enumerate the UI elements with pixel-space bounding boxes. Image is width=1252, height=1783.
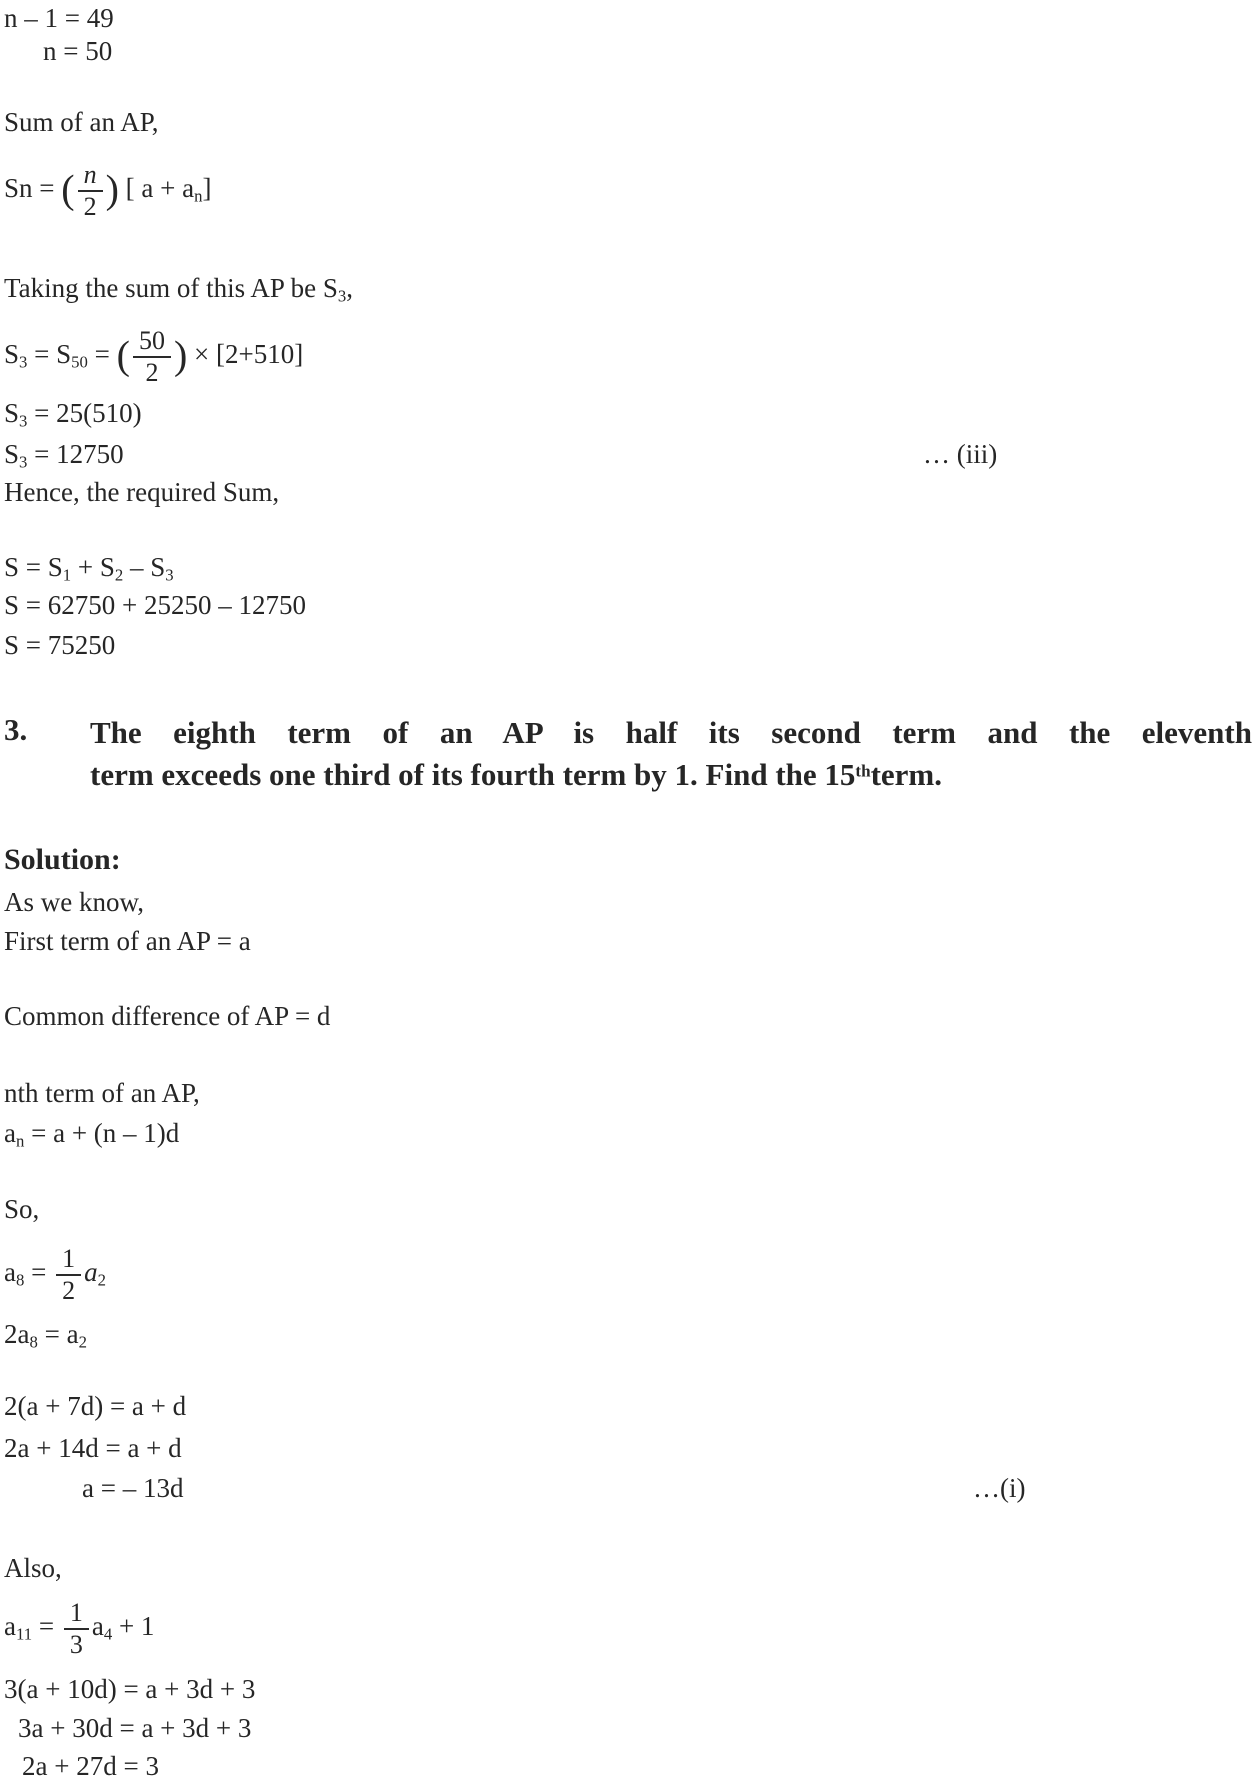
text-line xyxy=(4,106,1252,139)
text-segment: 2a + 14d = a + d xyxy=(4,1433,182,1463)
text-segment: Solution: xyxy=(4,843,121,876)
text-line xyxy=(4,1390,1252,1423)
subscript: 3 xyxy=(19,352,28,372)
text-segment: term exceeds one third of its fourth term by 1. Find the 15 xyxy=(90,757,856,792)
text-segment: 3(a + 10d) = a + 3d + 3 xyxy=(4,1674,256,1704)
fraction-denominator: 3 xyxy=(69,1629,83,1659)
text-segment: 2a + 27d = 3 xyxy=(22,1751,159,1781)
text-segment: = 25(510) xyxy=(27,398,142,428)
parenthesis: ) xyxy=(105,166,119,212)
text-segment: Also, xyxy=(4,1553,62,1583)
text-segment: = xyxy=(24,1257,54,1287)
text-segment: × [2+510] xyxy=(187,339,304,369)
text-segment: 3a + 30d = a + 3d + 3 xyxy=(18,1713,252,1743)
subscript: n xyxy=(15,1131,25,1151)
text-line xyxy=(4,1193,1252,1226)
text-line xyxy=(4,925,1252,958)
text-line xyxy=(4,1750,1252,1783)
text-segment: a xyxy=(4,1611,16,1641)
text-segment: 2(a + 7d) = a + d xyxy=(4,1391,187,1421)
text-segment: S = 75250 xyxy=(4,630,116,660)
fraction xyxy=(78,160,103,222)
subscript: n xyxy=(194,186,203,206)
question-line xyxy=(90,754,1252,796)
fraction-denominator: 2 xyxy=(145,357,159,387)
text-segment: S xyxy=(4,439,20,469)
text-segment: Sum of an AP, xyxy=(4,107,159,137)
question-block xyxy=(4,712,1252,796)
text-segment: = a xyxy=(37,1319,79,1349)
text-line xyxy=(4,1552,1252,1585)
question-line xyxy=(90,712,1252,754)
text-line xyxy=(4,1318,1252,1351)
text-segment: n – 1 = 49 xyxy=(4,3,114,33)
subscript: 8 xyxy=(15,1270,25,1290)
equation-line xyxy=(4,315,1252,393)
fraction xyxy=(56,1244,81,1306)
parenthesis: ) xyxy=(173,332,188,378)
text-line xyxy=(4,1077,1252,1110)
text-segment: a xyxy=(91,1611,104,1641)
text-segment: First term of an AP = a xyxy=(4,926,251,956)
text-line xyxy=(4,1000,1252,1033)
text-line xyxy=(4,1673,1252,1706)
text-segment: – S xyxy=(123,552,166,582)
question-number: 3. xyxy=(4,712,28,747)
text-segment: The eighth term of an AP is half its second term and the eleventh xyxy=(90,715,1252,750)
text-line xyxy=(4,35,1252,68)
superscript: th xyxy=(855,761,871,781)
text-segment: = S xyxy=(27,339,72,369)
subscript: 1 xyxy=(62,565,72,585)
text-segment: = xyxy=(87,339,117,369)
text-segment: , xyxy=(346,273,353,303)
parenthesis: ( xyxy=(61,166,75,212)
text-segment: S = S xyxy=(4,552,63,582)
text-segment: S xyxy=(4,339,20,369)
subscript: 4 xyxy=(103,1624,113,1644)
text-segment: a = – 13d xyxy=(82,1473,184,1503)
fraction-numerator: 1 xyxy=(62,1243,76,1273)
fraction xyxy=(64,1598,89,1660)
text-segment: a xyxy=(4,1118,16,1148)
text-segment: [ a + a xyxy=(118,173,195,203)
equation-line xyxy=(4,1587,1252,1665)
subscript: 3 xyxy=(337,286,347,306)
equation-ref: …(i) xyxy=(973,1473,1026,1503)
text-line xyxy=(4,1432,1252,1465)
text-line xyxy=(4,2,1252,35)
text-segment: Sn = xyxy=(4,173,62,203)
text-segment: = xyxy=(32,1611,61,1641)
text-segment: Hence, the required Sum, xyxy=(4,477,280,507)
text-line xyxy=(4,1117,1252,1150)
equation-line xyxy=(4,1233,1252,1311)
text-line xyxy=(4,1712,1252,1745)
text-segment: n = 50 xyxy=(43,36,113,66)
text-segment: a xyxy=(84,1257,98,1287)
fraction-numerator: 50 xyxy=(138,325,165,355)
subscript: 2 xyxy=(97,1270,106,1290)
text-segment: ] xyxy=(202,173,212,203)
text-line xyxy=(4,589,1252,622)
text-segment: a xyxy=(4,1257,16,1287)
text-segment: As we know, xyxy=(4,887,144,917)
text-line xyxy=(4,886,1252,919)
text-segment: nth term of an AP, xyxy=(4,1078,200,1108)
text-segment: = a + (n – 1)d xyxy=(24,1118,180,1148)
text-segment: = 12750 xyxy=(27,439,124,469)
subscript: 2 xyxy=(114,565,124,585)
subscript: 8 xyxy=(29,1332,38,1352)
subscript: 50 xyxy=(71,352,88,372)
text-segment: + 1 xyxy=(112,1611,155,1641)
equation-line xyxy=(4,149,1252,227)
parenthesis: ( xyxy=(116,332,130,378)
fraction-denominator: 2 xyxy=(62,1275,76,1305)
equation-ref: … (iii) xyxy=(923,439,998,469)
subscript: 3 xyxy=(165,565,174,585)
subscript: 3 xyxy=(19,452,28,472)
text-line xyxy=(4,551,1252,584)
text-line xyxy=(4,1472,1252,1505)
text-line xyxy=(4,438,1252,471)
text-segment: S xyxy=(4,398,20,428)
text-line xyxy=(4,272,1252,305)
text-line xyxy=(4,629,1252,662)
text-segment: term. xyxy=(870,757,942,792)
subscript: 11 xyxy=(15,1624,33,1644)
fraction-numerator: 1 xyxy=(69,1597,83,1627)
question-text xyxy=(90,712,1252,796)
text-segment: Common difference of AP = d xyxy=(4,1001,331,1031)
fraction-denominator: 2 xyxy=(83,191,97,221)
subscript: 3 xyxy=(19,411,28,431)
text-segment: 2a xyxy=(4,1319,30,1349)
fraction-numerator: n xyxy=(83,159,97,189)
text-line xyxy=(4,397,1252,430)
text-segment: + S xyxy=(71,552,115,582)
fraction xyxy=(133,326,171,388)
text-line xyxy=(4,476,1252,509)
solution-heading xyxy=(4,842,1252,878)
text-segment: Taking the sum of this AP be S xyxy=(4,273,338,303)
text-segment: So, xyxy=(4,1194,40,1224)
text-segment: S = 62750 + 25250 – 12750 xyxy=(4,590,306,620)
subscript: 2 xyxy=(78,1332,87,1352)
